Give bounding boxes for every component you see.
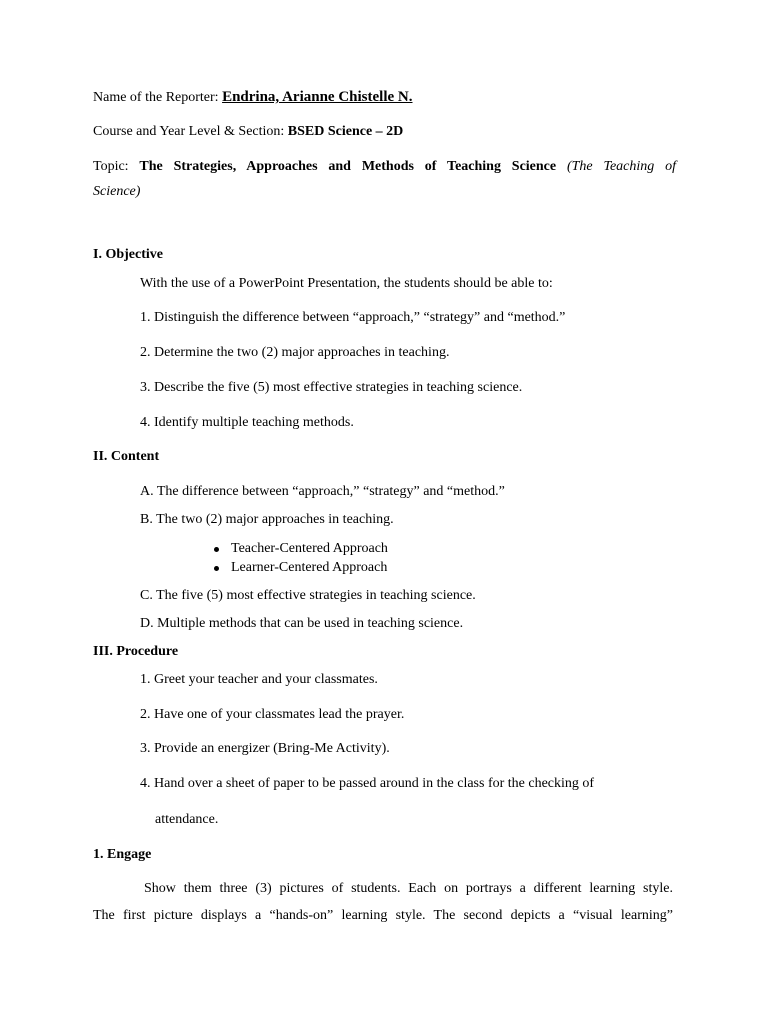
course-value: BSED Science – 2D: [287, 124, 404, 139]
content-heading: II. Content: [93, 449, 160, 464]
bullet-icon: [214, 566, 219, 571]
engage-paragraph-line: The first picture displays a “hands-on” learning style. The second depicts a “visual learning”: [93, 908, 673, 923]
reporter-line: [93, 88, 413, 107]
objective-item: 4. Identify multiple teaching methods.: [140, 415, 354, 430]
topic-line-1: [93, 158, 676, 176]
objective-item: 2. Determine the two (2) major approaches in teaching.: [140, 345, 450, 360]
engage-heading: 1. Engage: [93, 847, 152, 862]
procedure-item: 2. Have one of your classmates lead the prayer.: [140, 707, 405, 722]
engage-paragraph-line: Show them three (3) pictures of students. Each on portrays a different learning style.: [144, 881, 673, 896]
topic-subtitle-part1: (The Teaching of: [566, 159, 677, 174]
objective-item: 3. Describe the five (5) most effective strategies in teaching science.: [140, 380, 523, 395]
content-bullet: Learner-Centered Approach: [231, 560, 388, 575]
content-item-a: A. The difference between “approach,” “strategy” and “method.”: [140, 484, 505, 499]
objective-item: 1. Distinguish the difference between “approach,” “strategy” and “method.”: [140, 310, 566, 325]
topic-title: The Strategies, Approaches and Methods of Teaching Science: [139, 159, 557, 174]
course-label: Course and Year Level & Section:: [93, 124, 285, 139]
procedure-item-continuation: attendance.: [155, 812, 219, 827]
content-bullet: Teacher-Centered Approach: [231, 541, 388, 556]
content-item-b: B. The two (2) major approaches in teaching.: [140, 512, 394, 527]
reporter-label: Name of the Reporter:: [93, 90, 219, 105]
objective-heading: I. Objective: [93, 247, 163, 262]
topic-subtitle-part2: Science): [93, 184, 141, 199]
bullet-icon: [214, 547, 219, 552]
procedure-heading: III. Procedure: [93, 644, 179, 659]
procedure-item: 4. Hand over a sheet of paper to be passed around in the class for the checking of: [140, 776, 595, 791]
procedure-item: 3. Provide an energizer (Bring-Me Activity).: [140, 741, 390, 756]
topic-label: Topic:: [93, 159, 129, 174]
content-item-d: D. Multiple methods that can be used in teaching science.: [140, 616, 464, 631]
content-item-c: C. The five (5) most effective strategies in teaching science.: [140, 588, 476, 603]
procedure-item: 1. Greet your teacher and your classmates.: [140, 672, 378, 687]
reporter-name: Endrina, Arianne Chistelle N.: [222, 89, 413, 105]
objective-intro: With the use of a PowerPoint Presentation, the students should be able to:: [140, 276, 553, 291]
course-line: [93, 123, 403, 141]
